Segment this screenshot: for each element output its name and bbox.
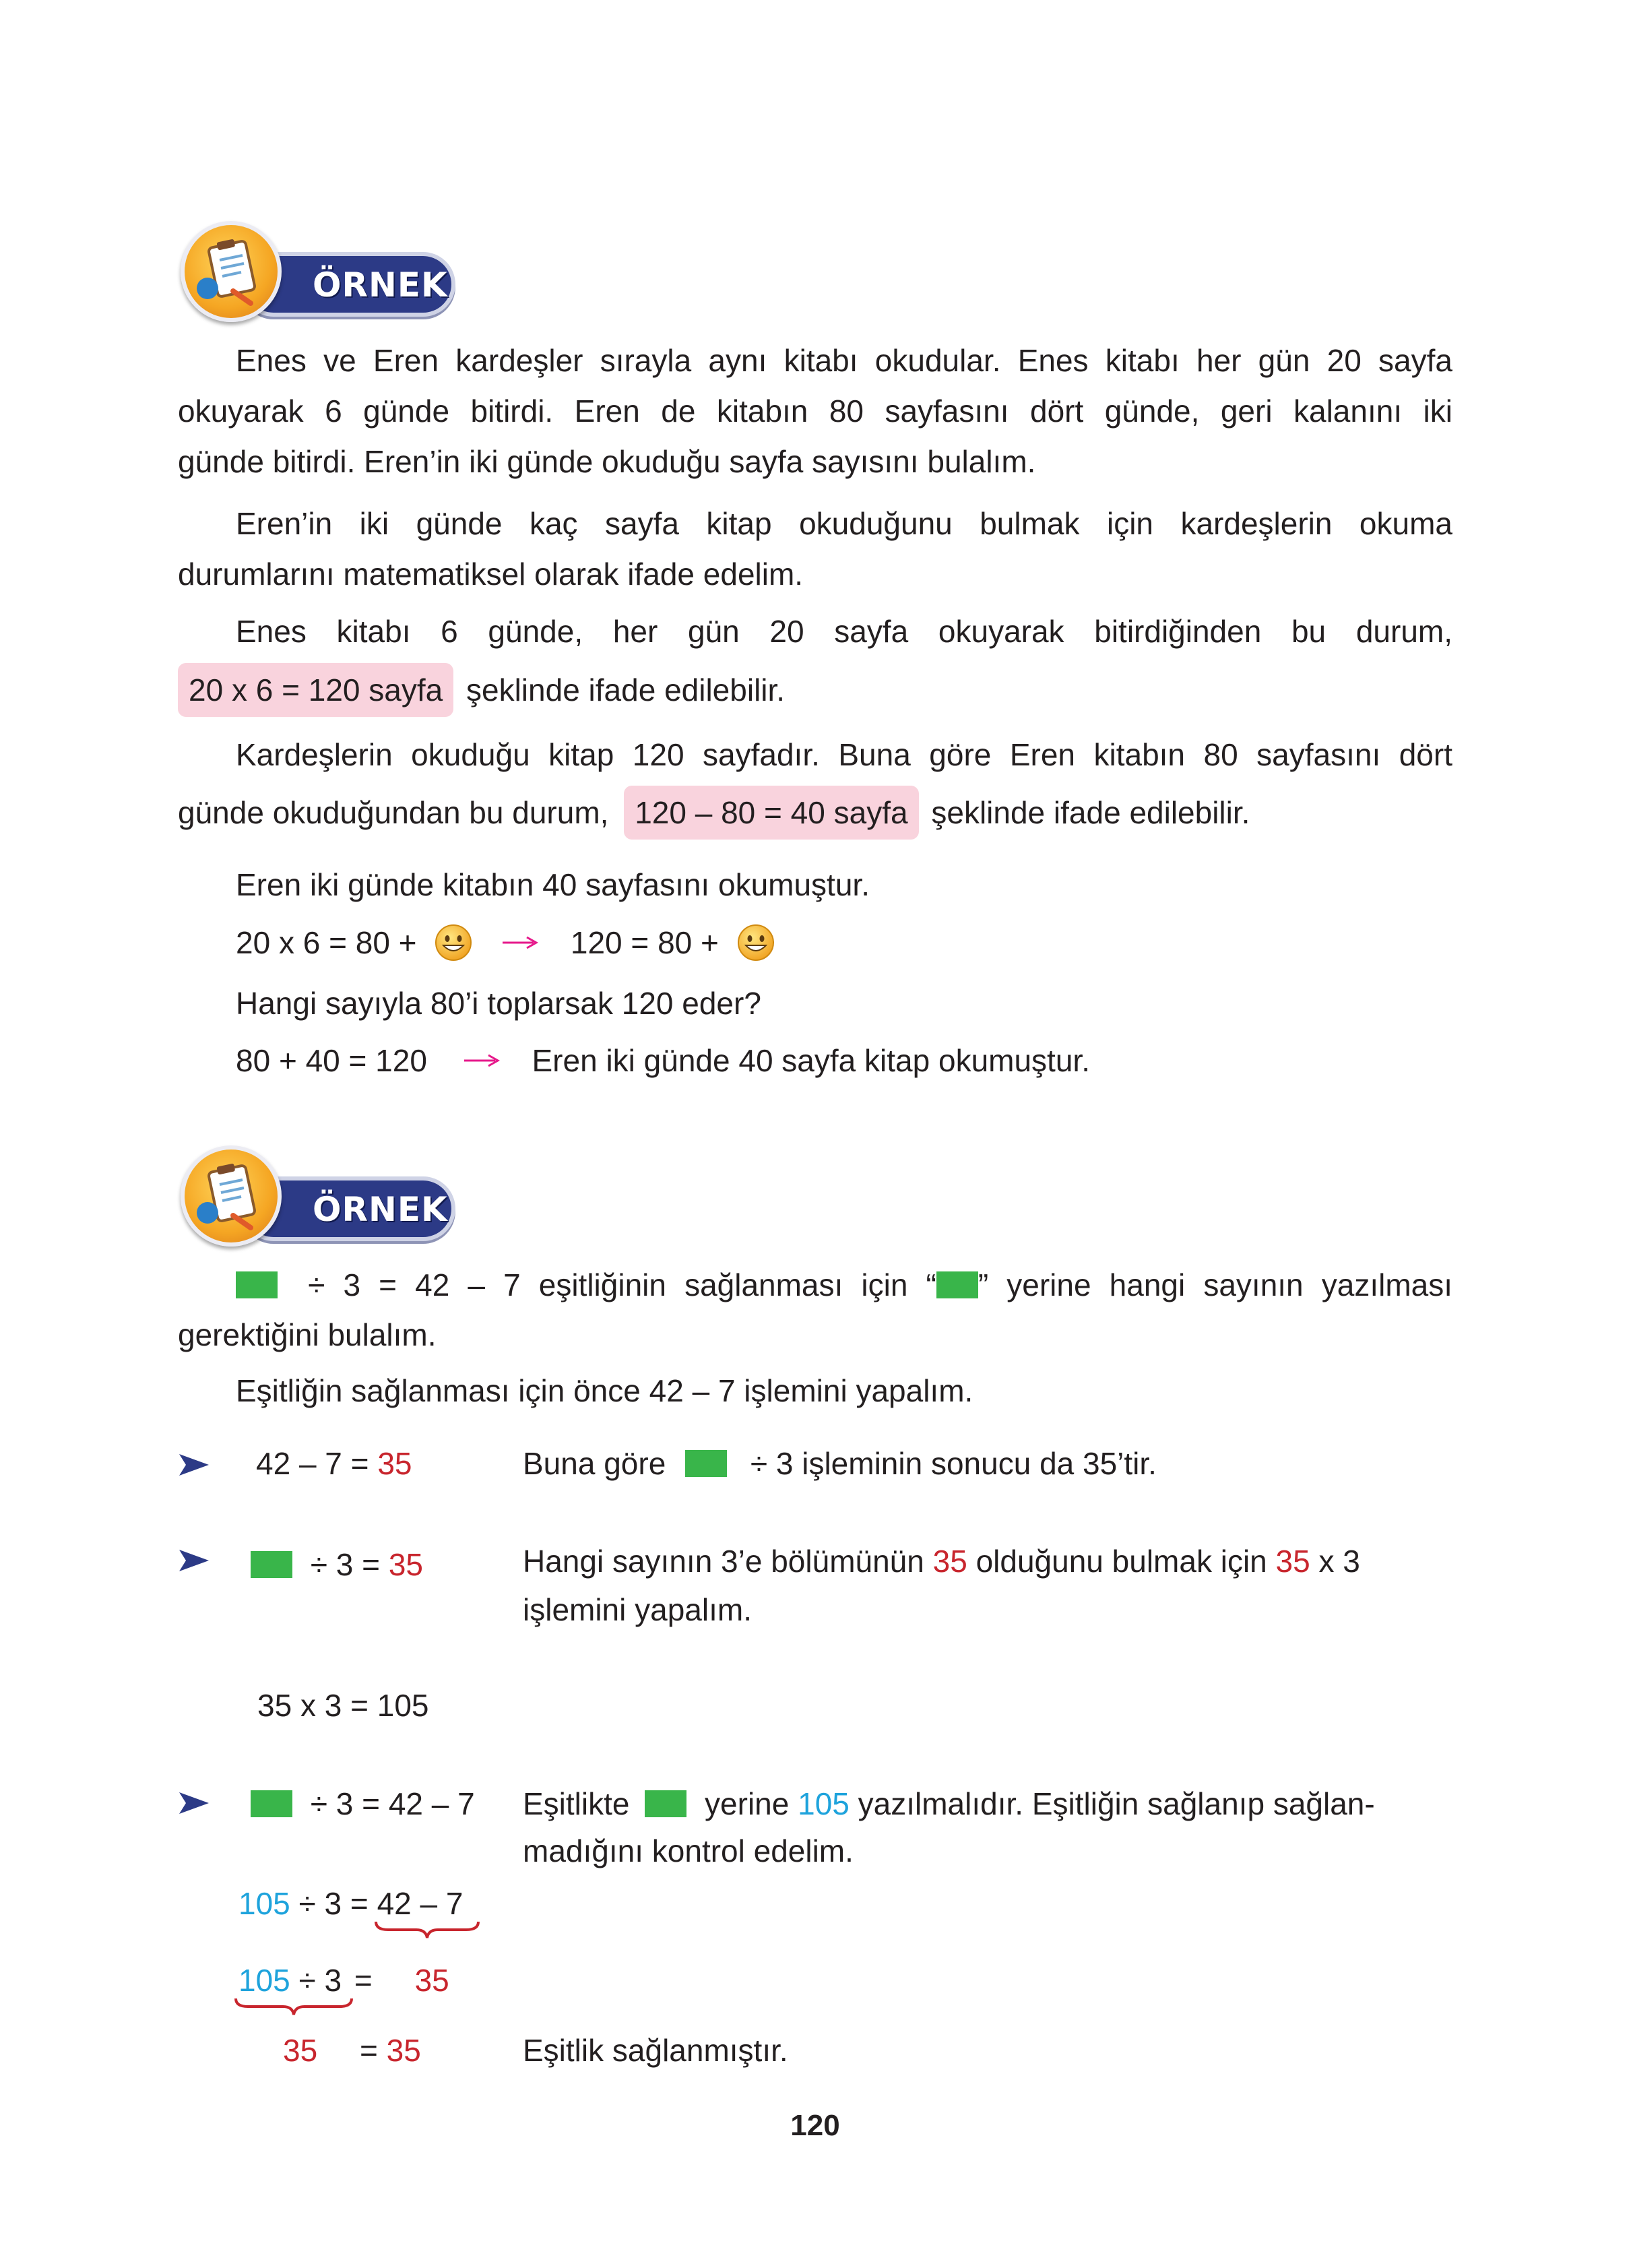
check-equation <box>238 1955 449 2005</box>
value: 105 <box>798 1786 850 1821</box>
badge-label: ÖRNEK <box>313 265 448 305</box>
text: yazılmalıdır. Eşitliğin sağlanıp sağlan- <box>858 1786 1375 1821</box>
paragraph-line: gerektiğini bulalım. <box>178 1317 437 1352</box>
check-equation <box>283 2025 421 2075</box>
value: 35 <box>414 1963 449 1998</box>
text: = <box>354 1963 373 1998</box>
text <box>360 2033 421 2068</box>
text: 20 x 6 = 80 + <box>236 925 417 960</box>
text: Hangi sayının 3’e bölümünün <box>523 1544 924 1579</box>
text: şeklinde ifade edilebilir. <box>931 795 1250 830</box>
text: x 3 <box>1318 1544 1360 1579</box>
text: 120 = 80 + <box>570 925 719 960</box>
paragraph-line: Eren’in iki günde kaç sayfa kitap okuduğunu bulmak için kardeşlerin okuma <box>236 506 1452 541</box>
value: 35 <box>283 2033 318 2068</box>
text: = <box>359 2033 378 2068</box>
value: 105 <box>238 1963 290 1998</box>
clipboard-icon <box>181 1145 282 1247</box>
text: yerine <box>705 1786 790 1821</box>
text: ÷ 3 işleminin sonucu da 35’tir. <box>750 1446 1157 1481</box>
check-note: Eşitlik sağlanmıştır. <box>523 2033 788 2068</box>
paragraph-line: Enes ve Eren kardeşler sırayla aynı kitabı okudular. Enes kitabı her gün 20 sayfa <box>236 343 1452 378</box>
paragraph-line <box>236 1260 1452 1310</box>
text: ” yerine hangi sayının yazılması <box>978 1267 1453 1302</box>
arrow-bullet-icon <box>178 1788 210 1818</box>
value: 35 <box>388 1547 423 1582</box>
text: olduğunu bulmak için <box>976 1544 1267 1579</box>
equation-line <box>236 918 775 968</box>
paragraph-line <box>178 663 785 717</box>
text: ÷ 3 <box>298 1963 342 1998</box>
green-box-placeholder <box>251 1790 292 1817</box>
value: 35 <box>1275 1544 1310 1579</box>
text: günde okuduğundan bu durum, <box>178 795 609 830</box>
page-number: 120 <box>790 2109 840 2142</box>
arrow-right-icon <box>463 1050 501 1071</box>
underbrace-icon <box>234 1997 353 2016</box>
text: Buna göre <box>523 1446 666 1481</box>
paragraph-line: Eren iki günde kitabın 40 sayfasını okumuştur. <box>236 867 870 902</box>
text: 80 + 40 = 120 <box>236 1043 427 1078</box>
text: ÷ 3 = <box>310 1547 381 1582</box>
question-line: Hangi sayıyla 80’i toplarsak 120 eder? <box>236 986 761 1021</box>
text: Eşitlikte <box>523 1786 630 1821</box>
arrow-bullet-icon <box>178 1450 210 1480</box>
step-explanation <box>523 1536 1360 1586</box>
arrow-right-icon <box>501 933 539 953</box>
highlighted-equation: 120 – 80 = 40 sayfa <box>624 786 918 840</box>
underbrace-icon <box>375 1920 480 1939</box>
text: ÷ 3 = 42 – 7 eşitliğinin sağlanması için “ <box>308 1267 936 1302</box>
calculation: 35 x 3 = 105 <box>257 1688 429 1723</box>
text: şeklinde ifade edilebilir. <box>466 672 786 707</box>
equation-line <box>236 1036 1090 1085</box>
text: ÷ 3 = 42 – 7 <box>310 1786 475 1821</box>
arrow-bullet-icon <box>178 1546 210 1575</box>
smiley-icon <box>737 924 775 962</box>
text: 42 – 7 <box>377 1886 463 1921</box>
smiley-icon <box>435 924 472 962</box>
value: 105 <box>238 1886 290 1921</box>
example-badge-2 <box>181 1145 463 1253</box>
green-box-placeholder <box>645 1790 686 1817</box>
paragraph-line <box>178 786 1250 840</box>
highlighted-equation: 20 x 6 = 120 sayfa <box>178 663 453 717</box>
green-box-placeholder <box>236 1271 278 1298</box>
paragraph-line: durumlarını matematiksel olarak ifade edelim. <box>178 557 804 592</box>
paragraph-line: okuyarak 6 günde bitirdi. Eren de kitabın 80 sayfasını dört günde, geri kalanını iki <box>178 393 1452 429</box>
badge-label: ÖRNEK <box>313 1190 448 1229</box>
step-equation <box>251 1540 423 1589</box>
paragraph-line: Kardeşlerin okuduğu kitap 120 sayfadır. Buna göre Eren kitabın 80 sayfasını dört <box>236 737 1452 772</box>
paragraph-line: Enes kitabı 6 günde, her gün 20 sayfa okuyarak bitirdiğinden bu durum, <box>236 614 1452 649</box>
step-explanation <box>523 1779 1375 1829</box>
green-box-placeholder <box>936 1271 978 1298</box>
step-equation <box>251 1779 475 1829</box>
green-box-placeholder <box>251 1551 292 1578</box>
braced-expression <box>377 1879 463 1928</box>
green-box-placeholder <box>685 1450 727 1477</box>
value: 35 <box>386 2033 421 2068</box>
step-explanation: işlemini yapalım. <box>523 1592 752 1627</box>
clipboard-icon <box>181 221 282 322</box>
step-equation <box>256 1439 412 1488</box>
text: Eren iki günde 40 sayfa kitap okumuştur. <box>532 1043 1090 1078</box>
braced-expression <box>238 1955 342 2005</box>
text: 42 – 7 = <box>256 1446 369 1481</box>
value: 35 <box>377 1446 412 1481</box>
value: 35 <box>932 1544 967 1579</box>
paragraph-line: günde bitirdi. Eren’in iki günde okuduğu sayfa sayısını bulalım. <box>178 444 1036 479</box>
paragraph-line: Eşitliğin sağlanması için önce 42 – 7 işlemini yapalım. <box>236 1373 973 1408</box>
step-explanation <box>523 1439 1157 1488</box>
step-explanation: madığını kontrol edelim. <box>523 1833 854 1868</box>
example-badge-1 <box>181 221 463 329</box>
check-equation <box>238 1879 463 1928</box>
text: ÷ 3 = <box>298 1886 369 1921</box>
